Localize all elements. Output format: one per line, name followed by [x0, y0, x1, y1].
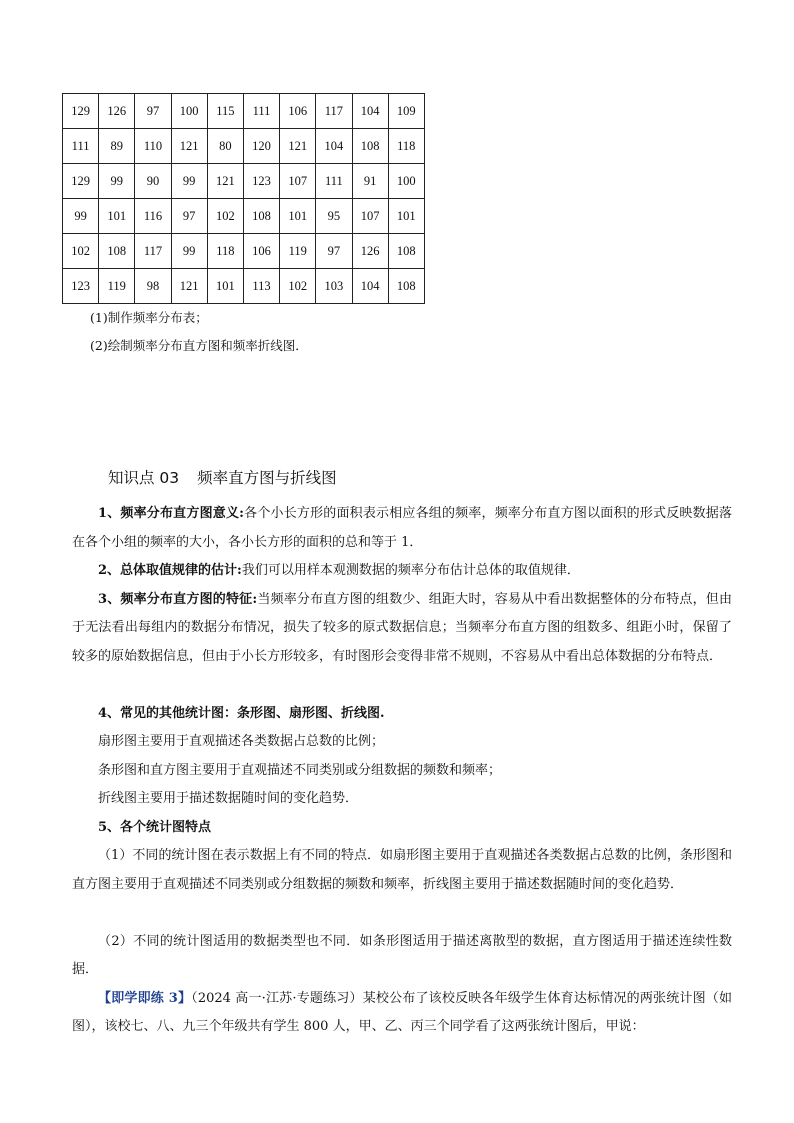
table-cell: 116 [135, 199, 171, 234]
table-cell: 102 [207, 199, 243, 234]
table-cell: 123 [63, 269, 99, 304]
point-3 [72, 586, 732, 672]
table-cell: 97 [135, 94, 171, 129]
exercise-3 [72, 985, 732, 1042]
table-row [63, 129, 425, 164]
table-cell: 100 [171, 94, 207, 129]
table-cell: 121 [171, 269, 207, 304]
table-cell: 104 [352, 94, 388, 129]
point-5-title: 5、各个统计图特点 [98, 819, 212, 835]
table-cell: 107 [352, 199, 388, 234]
table-cell: 106 [280, 94, 316, 129]
exercise-text: （2024 高一·江苏·专题练习）某校公布了该校反映各年级学生体育达标情况的两张统计图（如图），该校七、八、九三个年级共有学生 800 人，甲、乙、丙三个同学看了这两张统计图后，甲说： [72, 990, 733, 1034]
table-cell: 118 [207, 234, 243, 269]
table-cell: 121 [207, 164, 243, 199]
table-cell: 99 [63, 199, 99, 234]
table-cell: 99 [99, 164, 135, 199]
point-4-bar: 条形图和直方图主要用于直观描述不同类别或分组数据的频数和频率； [98, 762, 502, 778]
table-cell: 102 [63, 234, 99, 269]
table-cell: 101 [207, 269, 243, 304]
point-1-text: 各个小长方形的面积表示相应各组的频率，频率分布直方图以面积的形式反映数据落在各个小组的频率的大小，各小长方形的面积的总和等于 1． [72, 506, 732, 550]
table-cell: 110 [135, 129, 171, 164]
table-cell: 95 [316, 199, 352, 234]
table-cell: 126 [352, 234, 388, 269]
table-cell: 103 [316, 269, 352, 304]
table-cell: 108 [388, 234, 424, 269]
table-cell: 108 [388, 269, 424, 304]
table-cell: 108 [243, 199, 279, 234]
data-table [62, 93, 425, 304]
table-cell: 119 [99, 269, 135, 304]
table-cell: 109 [388, 94, 424, 129]
table-cell: 119 [280, 234, 316, 269]
exercise-tag: 【即学即练 3】 [98, 990, 192, 1006]
point-4-pie: 扇形图主要用于直观描述各类数据占总数的比例； [98, 734, 385, 749]
table-row [63, 199, 425, 234]
table-cell: 89 [99, 129, 135, 164]
table-cell: 111 [243, 94, 279, 129]
table-cell: 99 [171, 234, 207, 269]
table-cell: 107 [280, 164, 316, 199]
table-cell: 129 [63, 94, 99, 129]
point-4-title: 4、常见的其他统计图：条形图、扇形图、折线图. [98, 705, 385, 721]
point-4-line: 折线图主要用于描述数据随时间的变化趋势． [98, 791, 359, 806]
table-cell: 111 [63, 129, 99, 164]
point-2-title: 2、总体取值规律的估计: [98, 563, 242, 578]
table-cell: 91 [352, 164, 388, 199]
point-2 [72, 557, 732, 586]
table-cell: 90 [135, 164, 171, 199]
question-2: (2)绘制频率分布直方图和频率折线图． [90, 338, 308, 353]
table-cell: 102 [280, 269, 316, 304]
point-3-text: 当频率分布直方图的组数少、组距大时，容易从中看出数据整体的分布特点，但由于无法看出每组内的数据分布情况，损失了较多的原式数据信息；当频率分布直方图的组数多、组距小时，保留了较多的原始数据信息，但由于小长方形较多，有时图形会变得非常不规则，不容易从中看出总体数据的分布特点． [72, 591, 732, 664]
table-cell: 97 [316, 234, 352, 269]
table-cell: 120 [243, 129, 279, 164]
table-cell: 80 [207, 129, 243, 164]
table-cell: 104 [352, 269, 388, 304]
section-label: 知识点 03 [108, 469, 180, 487]
table-cell: 106 [243, 234, 279, 269]
table-cell: 113 [243, 269, 279, 304]
table-cell: 118 [388, 129, 424, 164]
point-3-title: 3、频率分布直方图的特征: [98, 591, 258, 607]
table-cell: 117 [316, 94, 352, 129]
table-cell: 104 [316, 129, 352, 164]
table-cell: 101 [388, 199, 424, 234]
table-cell: 101 [280, 199, 316, 234]
table-cell: 111 [316, 164, 352, 199]
table-row [63, 234, 425, 269]
table-cell: 97 [171, 199, 207, 234]
table-cell: 100 [388, 164, 424, 199]
table-row [63, 269, 425, 304]
table-cell: 108 [99, 234, 135, 269]
point-5-a: （1）不同的统计图在表示数据上有不同的特点．如扇形图主要用于直观描述各类数据占总数的比例，条形图和直方图主要用于直观描述不同类别或分组数据的频数和频率，折线图主要用于描述数据随时间的变化趋势． [72, 848, 732, 892]
question-1: (1)制作频率分布表； [90, 310, 208, 325]
point-1-title: 1、频率分布直方图意义: [98, 506, 244, 521]
table-cell: 121 [280, 129, 316, 164]
point-5-b: （2）不同的统计图适用的数据类型也不同．如条形图适用于描述离散型的数据，直方图适用于描述连续性数据． [72, 933, 732, 977]
table-row [63, 164, 425, 199]
table-cell: 108 [352, 129, 388, 164]
table-cell: 115 [207, 94, 243, 129]
table-cell: 98 [135, 269, 171, 304]
table-cell: 99 [171, 164, 207, 199]
table-cell: 117 [135, 234, 171, 269]
table-cell: 129 [63, 164, 99, 199]
table-cell: 101 [99, 199, 135, 234]
point-1 [72, 500, 732, 557]
table-cell: 126 [99, 94, 135, 129]
table-cell: 123 [243, 164, 279, 199]
point-2-text: 我们可以用样本观测数据的频率分布估计总体的取值规律． [241, 563, 580, 578]
section-title: 频率直方图与折线图 [197, 469, 337, 487]
section-heading [108, 466, 337, 488]
table-row [63, 94, 425, 129]
table-cell: 121 [171, 129, 207, 164]
